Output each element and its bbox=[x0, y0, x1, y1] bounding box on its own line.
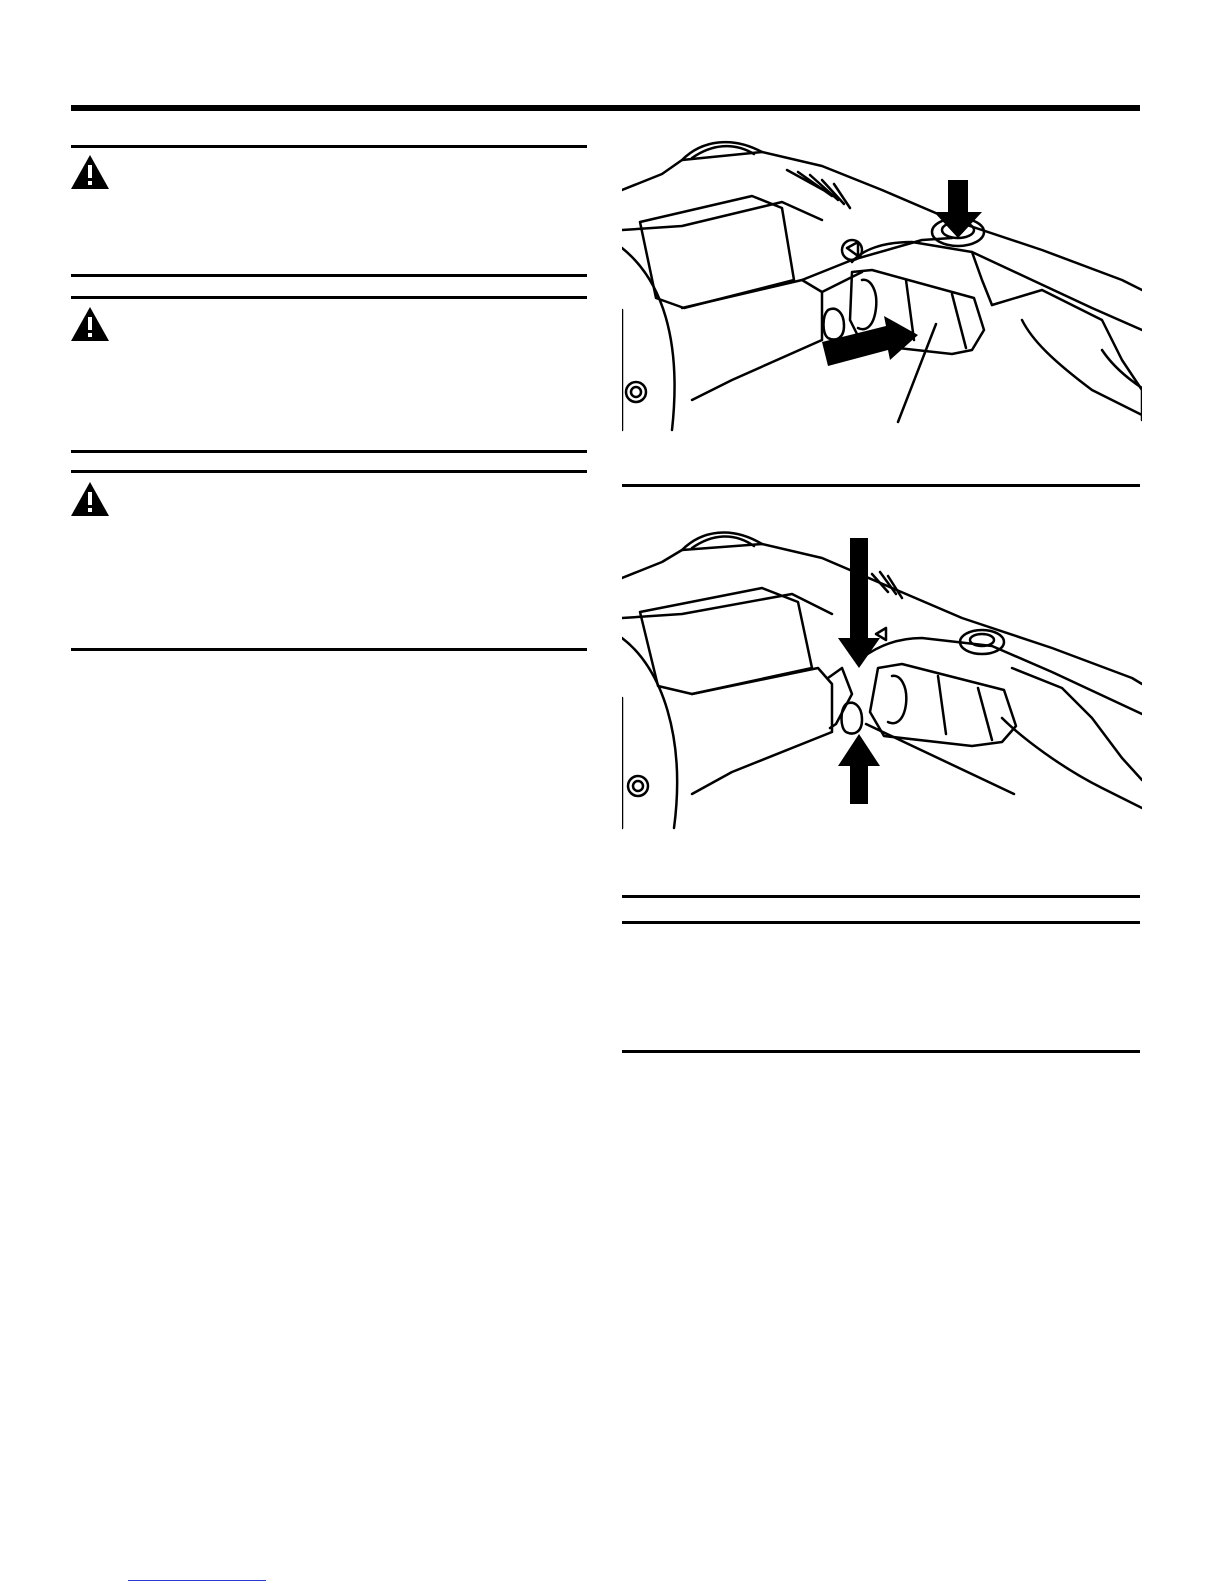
header-rule bbox=[71, 105, 1140, 111]
warning-box-bottom-rule bbox=[71, 648, 587, 651]
warning-triangle-icon bbox=[70, 306, 110, 342]
warning-box-top-rule bbox=[71, 470, 587, 473]
warning-triangle-icon bbox=[70, 481, 110, 517]
note-box-inner-rule bbox=[622, 921, 1140, 924]
warning-box-bottom-rule bbox=[71, 274, 587, 277]
figure-divider bbox=[622, 484, 1140, 487]
warning-triangle-icon bbox=[70, 154, 110, 190]
warning-box-top-rule bbox=[71, 145, 587, 148]
warning-box-top-rule bbox=[71, 296, 587, 299]
figure-drill-lock bbox=[622, 518, 1142, 838]
warning-box-bottom-rule bbox=[71, 450, 587, 453]
figure-drill-trigger bbox=[622, 130, 1142, 440]
note-box-top-rule bbox=[622, 895, 1140, 898]
footer-link-underline[interactable] bbox=[128, 1580, 266, 1581]
note-box-bottom-rule bbox=[622, 1050, 1140, 1053]
